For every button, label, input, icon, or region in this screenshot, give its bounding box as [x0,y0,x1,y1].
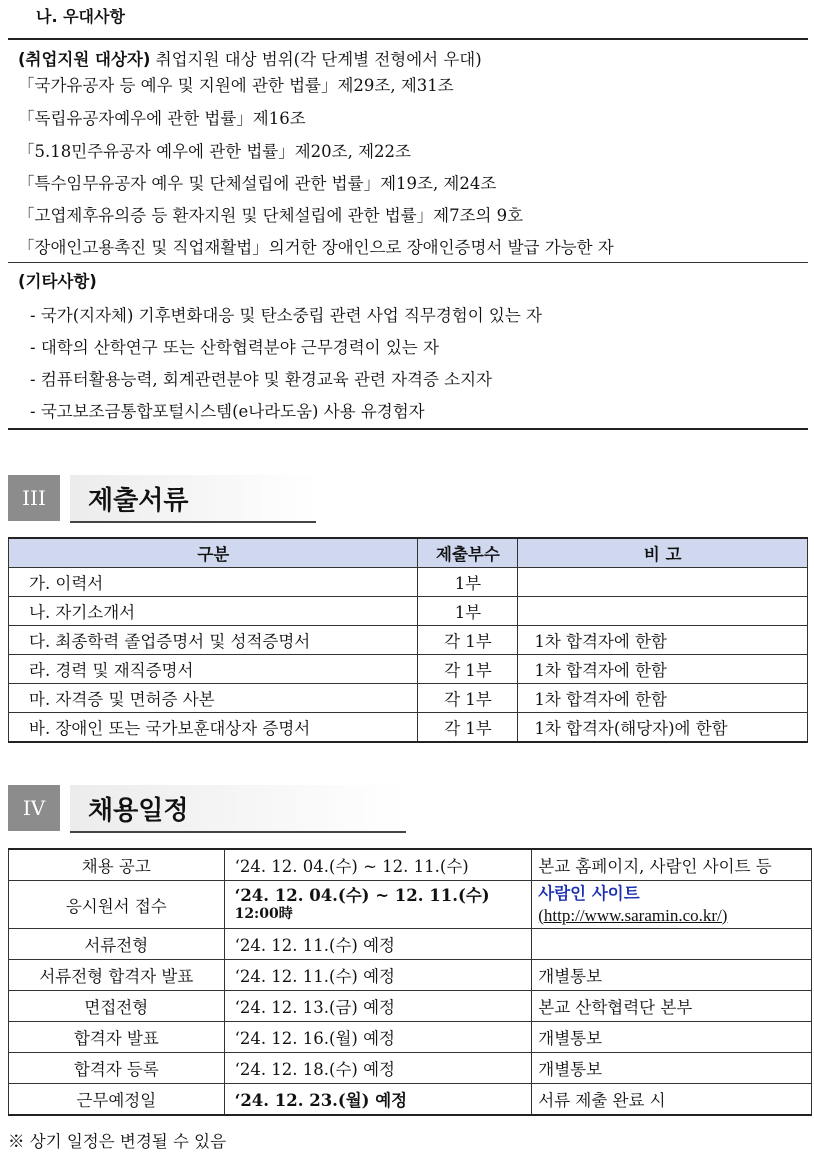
schedule-date-cell [224,881,532,929]
law-item: 「특수임무유공자 예우 및 단체설립에 관한 법률」제19조, 제24조 [18,174,497,193]
preferences-box [8,38,808,430]
schedule-note: 개별통보 [532,960,812,991]
documents-table [8,537,808,743]
schedule-date: ‘24. 12. 04.(수) ~ 12. 11.(수) [234,885,490,905]
table-row [9,1053,812,1084]
doc-item: 마. 자격증 및 면허증 사본 [9,684,418,713]
schedule-table [8,848,812,1116]
table-row [9,849,812,881]
saramin-link[interactable]: (http://www.saramin.co.kr/) [538,905,728,925]
schedule-stage: 합격자 발표 [9,1022,225,1053]
doc-note: 1차 합격자에 한함 [518,655,808,684]
table-row [9,626,808,655]
footnote: ※ 상기 일정은 변경될 수 있음 [8,1132,227,1151]
schedule-stage: 응시원서 접수 [9,881,225,929]
employment-support-line [18,46,482,70]
table-row [9,568,808,597]
schedule-note [532,929,812,960]
schedule-note-cell [532,881,812,929]
schedule-date: ‘24. 12. 04.(수) ~ 12. 11.(수) [224,849,532,881]
schedule-stage: 면접전형 [9,991,225,1022]
law-item: 「국가유공자 등 예우 및 지원에 관한 법률」제29조, 제31조 [18,76,454,95]
employment-support-label: (취업지원 대상자) [18,50,151,69]
doc-item: 다. 최종학력 졸업증명서 및 성적증명서 [9,626,418,655]
table-row [9,929,812,960]
law-item: 「장애인고용촉진 및 직업재활법」의거한 장애인으로 장애인증명서 발급 가능한 자 [18,238,614,257]
doc-note [518,568,808,597]
table-row [9,684,808,713]
section-number: III [8,475,60,521]
law-item: 「독립유공자예우에 관한 법률」제16조 [18,109,306,128]
doc-count: 1부 [418,568,518,597]
column-header: 비 고 [518,538,808,568]
schedule-note: 서류 제출 완료 시 [532,1084,812,1116]
other-item: - 대학의 산학연구 또는 산학협력분야 근무경력이 있는 자 [30,338,439,357]
section-heading-title: 채용일정 [70,785,406,833]
schedule-stage: 서류전형 [9,929,225,960]
doc-count: 1부 [418,597,518,626]
schedule-date: ‘24. 12. 11.(수) 예정 [224,960,532,991]
schedule-note: 본교 홈페이지, 사람인 사이트 등 [532,849,812,881]
other-label: (기타사항) [18,272,97,291]
section-title: 나. 우대사항 [36,7,125,26]
schedule-stage: 서류전형 합격자 발표 [9,960,225,991]
doc-item: 라. 경력 및 재직증명서 [9,655,418,684]
schedule-note: 개별통보 [532,1022,812,1053]
table-row [9,597,808,626]
doc-count: 각 1부 [418,713,518,743]
column-header: 제출부수 [418,538,518,568]
doc-item: 나. 자기소개서 [9,597,418,626]
table-row [9,655,808,684]
doc-note: 1차 합격자에 한함 [518,684,808,713]
law-item: 「고엽제후유의증 등 환자지원 및 단체설립에 관한 법률」제7조의 9호 [18,206,524,225]
employment-support-desc: 취업지원 대상 범위(각 단계별 전형에서 우대) [150,50,482,69]
other-item: - 컴퓨터활용능력, 회계관련분야 및 환경교육 관련 자격증 소지자 [30,370,492,389]
section-heading-title: 제출서류 [70,475,316,523]
preferences-divider [8,262,808,263]
schedule-note: 개별통보 [532,1053,812,1084]
table-row [9,1084,812,1116]
table-header-row [9,538,808,568]
schedule-date: ‘24. 12. 13.(금) 예정 [224,991,532,1022]
schedule-stage: 채용 공고 [9,849,225,881]
doc-note: 1차 합격자에 한함 [518,626,808,655]
doc-count: 각 1부 [418,655,518,684]
schedule-time: 12:00時 [234,905,293,922]
schedule-note: 본교 산학협력단 본부 [532,991,812,1022]
section-number: IV [8,785,60,831]
law-item: 「5.18민주유공자 예우에 관한 법률」제20조, 제22조 [18,142,411,161]
doc-item: 바. 장애인 또는 국가보훈대상자 증명서 [9,713,418,743]
schedule-date: ‘24. 12. 18.(수) 예정 [224,1053,532,1084]
schedule-date: ‘24. 12. 16.(월) 예정 [224,1022,532,1053]
doc-note [518,597,808,626]
other-item: - 국가(지자체) 기후변화대응 및 탄소중립 관련 사업 직무경험이 있는 자 [30,306,542,325]
table-row [9,1022,812,1053]
doc-count: 각 1부 [418,626,518,655]
table-row [9,991,812,1022]
other-item: - 국고보조금통합포털시스템(e나라도움) 사용 유경험자 [30,402,425,421]
schedule-date: ‘24. 12. 23.(월) 예정 [224,1084,532,1116]
schedule-stage: 합격자 등록 [9,1053,225,1084]
saramin-site-label: 사람인 사이트 [538,883,640,903]
table-row [9,960,812,991]
table-row [9,713,808,743]
doc-count: 각 1부 [418,684,518,713]
column-header: 구분 [9,538,418,568]
schedule-date: ‘24. 12. 11.(수) 예정 [224,929,532,960]
doc-item: 가. 이력서 [9,568,418,597]
doc-note: 1차 합격자(해당자)에 한함 [518,713,808,743]
table-row [9,881,812,929]
schedule-stage: 근무예정일 [9,1084,225,1116]
